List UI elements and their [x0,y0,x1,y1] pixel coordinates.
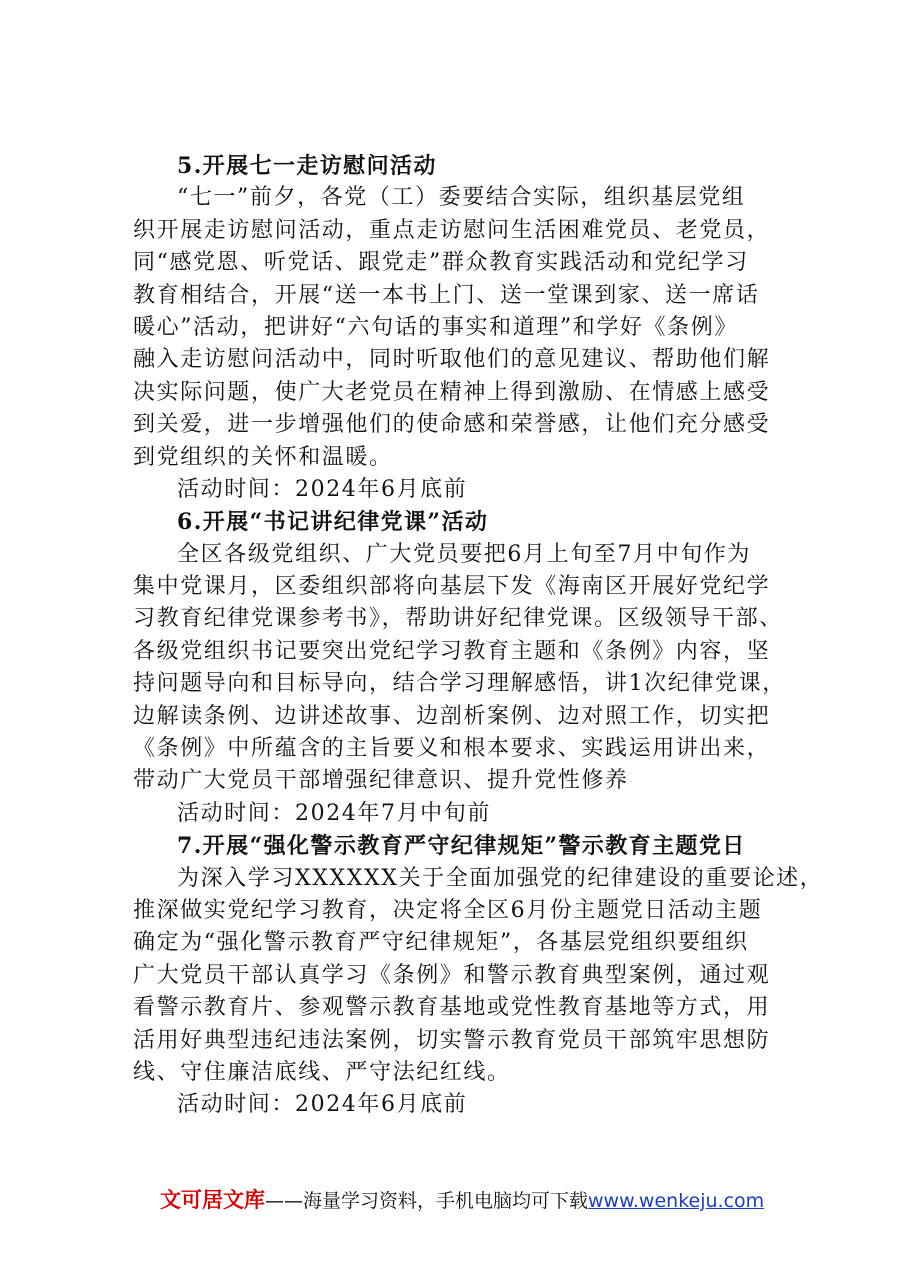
paragraph-line: 边解读条例、边讲述故事、边剖析案例、边对照工作，切实把 [133,703,771,729]
brand-name: 文可居文库 [160,1188,265,1212]
document-body [133,150,824,1122]
paragraph-line: 同“感党恩、听党话、跟党走”群众教育实践活动和党纪学习 [133,250,749,276]
activity-time: 活动时间：2024年7月中旬前 [177,800,491,826]
paragraph-line: 集中党课月，区委组织部将向基层下发《海南区开展好党纪学 [133,574,771,600]
footer-banner [160,1184,764,1214]
paragraph-line: 到党组织的关怀和温暖。 [133,444,393,470]
paragraph-line: 各级党组织书记要突出党纪学习教育主题和《条例》内容，坚 [133,638,771,664]
paragraph-line: “七一”前夕，各党（工）委要结合实际，组织基层党组 [177,185,746,211]
paragraph-line: 习教育纪律党课参考书》，帮助讲好纪律党课。区级领导干部、 [133,606,783,632]
paragraph-line: 《条例》中所蕴含的主旨要义和根本要求、实践运用讲出来， [133,736,771,762]
paragraph-line: 决实际问题，使广大老党员在精神上得到激励、在情感上感受 [133,379,771,405]
section-heading: 5.开展七一走访慰问活动 [177,153,437,179]
paragraph-line: 看警示教育片、参观警示教育基地或党性教育基地等方式，用 [133,995,771,1021]
paragraph-line: 推深做实党纪学习教育，决定将全区6月份主题党日活动主题 [133,897,763,923]
paragraph-line: 线、守住廉洁底线、严守法纪红线。 [133,1059,511,1085]
footer-tagline: ——海量学习资料，手机电脑均可下载 [265,1190,589,1212]
paragraph-line: 活用好典型违纪违法案例，切实警示教育党员干部筑牢思想防 [133,1027,771,1053]
paragraph-line: 为深入学习XXXXXX关于全面加强党的纪律建设的重要论述， [177,865,824,891]
activity-time: 活动时间：2024年6月底前 [177,1092,468,1118]
paragraph-line: 织开展走访慰问活动，重点走访慰问生活困难党员、老党员， [133,217,771,243]
paragraph-line: 融入走访慰问活动中，同时听取他们的意见建议、帮助他们解 [133,347,771,373]
activity-time: 活动时间：2024年6月底前 [177,476,468,502]
paragraph-line: 全区各级党组织、广大党员要把6月上旬至7月中旬作为 [177,541,751,567]
paragraph-line: 带动广大党员干部增强纪律意识、提升党性修养 [133,768,629,794]
paragraph-line: 教育相结合，开展“送一本书上门、送一堂课到家、送一席话 [133,282,760,308]
section-heading: 7.开展“强化警示教育严守纪律规矩”警示教育主题党日 [177,833,746,860]
paragraph-line: 到关爱，进一步增强他们的使命感和荣誉感，让他们充分感受 [133,412,771,438]
paragraph-line: 持问题导向和目标导向，结合学习理解感悟，讲1次纪律党课， [133,671,786,697]
section-heading: 6.开展“书记讲纪律党课”活动 [177,509,489,536]
website-link[interactable]: www.wenkeju.com [588,1190,765,1212]
paragraph-line: 广大党员干部认真学习《条例》和警示教育典型案例，通过观 [133,962,771,988]
paragraph-line: 确定为“强化警示教育严守纪律规矩”，各基层党组织要组织 [133,930,749,956]
paragraph-line: 暖心”活动，把讲好“六句话的事实和道理”和学好《条例》 [133,314,738,340]
